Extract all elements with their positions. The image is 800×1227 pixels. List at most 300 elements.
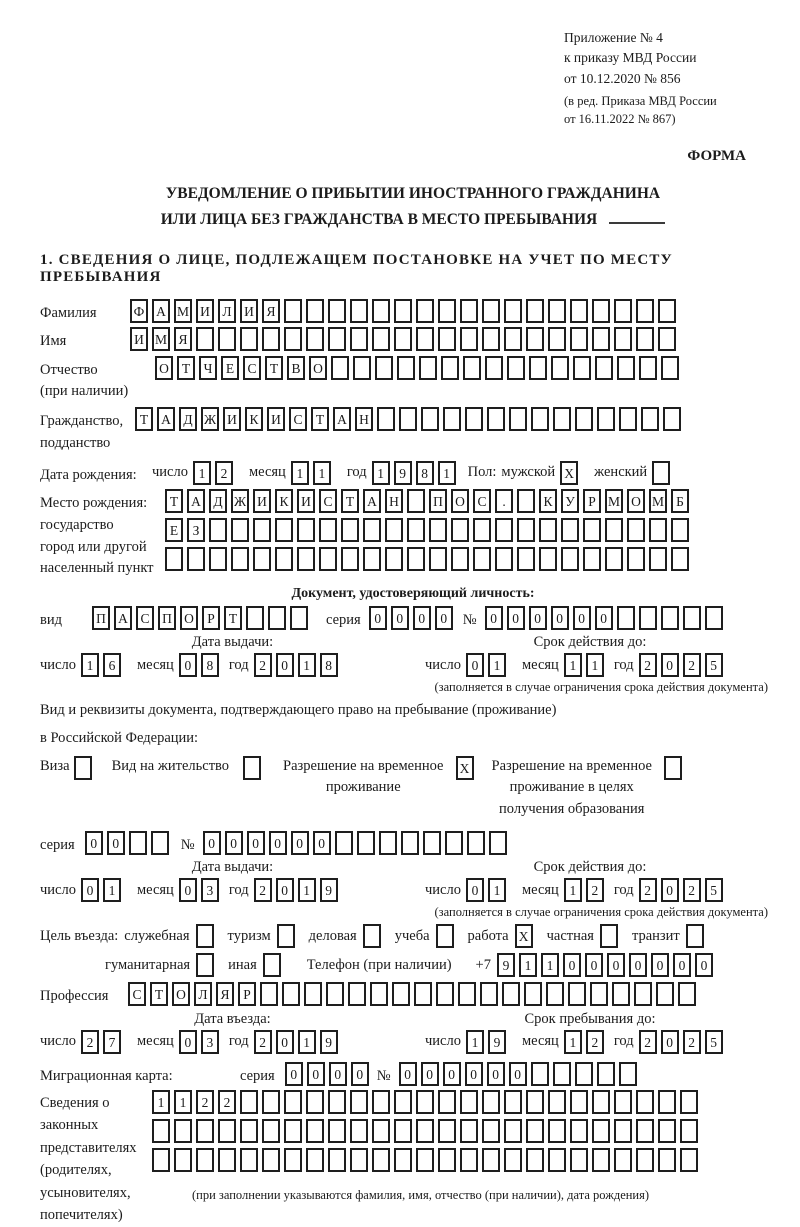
iddoc-valid-day-cells[interactable] bbox=[466, 653, 510, 677]
form-cell[interactable] bbox=[451, 547, 469, 571]
form-cell[interactable]: И bbox=[267, 407, 285, 431]
form-cell[interactable] bbox=[218, 1119, 236, 1143]
form-cell[interactable] bbox=[306, 1119, 324, 1143]
form-cell[interactable] bbox=[495, 547, 513, 571]
form-cell[interactable] bbox=[636, 1148, 654, 1172]
form-cell[interactable]: А bbox=[363, 489, 381, 513]
form-cell[interactable] bbox=[526, 1148, 544, 1172]
form-cell[interactable]: 9 bbox=[488, 1030, 506, 1054]
purpose-humanitarian-checkbox[interactable] bbox=[196, 953, 218, 977]
form-cell[interactable]: Я bbox=[174, 327, 192, 351]
purpose-private-checkbox[interactable] bbox=[600, 924, 622, 948]
form-cell[interactable]: И bbox=[223, 407, 241, 431]
form-cell[interactable] bbox=[218, 1148, 236, 1172]
stay-month-cells[interactable] bbox=[564, 1030, 608, 1054]
form-cell[interactable] bbox=[592, 1119, 610, 1143]
form-cell[interactable]: X bbox=[560, 461, 578, 485]
form-cell[interactable] bbox=[284, 327, 302, 351]
form-cell[interactable] bbox=[460, 1090, 478, 1114]
form-cell[interactable]: 2 bbox=[254, 878, 272, 902]
form-cell[interactable]: 2 bbox=[196, 1090, 214, 1114]
form-cell[interactable] bbox=[627, 547, 645, 571]
form-cell[interactable] bbox=[451, 518, 469, 542]
patronymic-cells[interactable] bbox=[155, 356, 683, 380]
form-cell[interactable] bbox=[686, 924, 704, 948]
form-cell[interactable] bbox=[438, 1119, 456, 1143]
form-cell[interactable] bbox=[680, 1090, 698, 1114]
purpose-official-checkbox[interactable] bbox=[196, 924, 218, 948]
form-cell[interactable] bbox=[617, 606, 635, 630]
form-cell[interactable]: К bbox=[245, 407, 263, 431]
form-cell[interactable] bbox=[196, 1148, 214, 1172]
form-cell[interactable] bbox=[262, 1090, 280, 1114]
form-cell[interactable] bbox=[304, 982, 322, 1006]
form-cell[interactable] bbox=[553, 1062, 571, 1086]
form-cell[interactable] bbox=[502, 982, 520, 1006]
form-cell[interactable] bbox=[74, 756, 92, 780]
migration-series-cells[interactable] bbox=[285, 1062, 373, 1086]
form-cell[interactable] bbox=[627, 518, 645, 542]
form-cell[interactable]: П bbox=[92, 606, 110, 630]
form-cell[interactable] bbox=[570, 1090, 588, 1114]
form-cell[interactable] bbox=[649, 518, 667, 542]
form-cell[interactable] bbox=[583, 547, 601, 571]
form-cell[interactable] bbox=[661, 356, 679, 380]
form-cell[interactable]: У bbox=[561, 489, 579, 513]
iddoc-number-cells[interactable] bbox=[485, 606, 727, 630]
form-cell[interactable]: С bbox=[473, 489, 491, 513]
residence-issue-day-cells[interactable] bbox=[81, 878, 125, 902]
form-cell[interactable]: 0 bbox=[421, 1062, 439, 1086]
form-cell[interactable]: 0 bbox=[179, 653, 197, 677]
form-cell[interactable] bbox=[246, 606, 264, 630]
form-cell[interactable] bbox=[262, 1119, 280, 1143]
citizenship-cells[interactable] bbox=[135, 407, 685, 431]
form-cell[interactable] bbox=[260, 982, 278, 1006]
residence-valid-month-cells[interactable] bbox=[564, 878, 608, 902]
birth-month-cells[interactable] bbox=[291, 461, 335, 485]
form-cell[interactable] bbox=[416, 299, 434, 323]
form-cell[interactable] bbox=[209, 547, 227, 571]
form-cell[interactable]: 2 bbox=[639, 653, 657, 677]
form-cell[interactable]: 1 bbox=[81, 653, 99, 677]
form-cell[interactable] bbox=[421, 407, 439, 431]
form-cell[interactable]: 1 bbox=[193, 461, 211, 485]
form-cell[interactable] bbox=[531, 407, 549, 431]
stay-day-cells[interactable] bbox=[466, 1030, 510, 1054]
form-cell[interactable] bbox=[268, 606, 286, 630]
form-cell[interactable]: 0 bbox=[107, 831, 125, 855]
form-cell[interactable]: 0 bbox=[399, 1062, 417, 1086]
form-cell[interactable] bbox=[196, 924, 214, 948]
form-cell[interactable] bbox=[306, 299, 324, 323]
form-cell[interactable]: 2 bbox=[683, 653, 701, 677]
form-cell[interactable]: 2 bbox=[81, 1030, 99, 1054]
form-cell[interactable] bbox=[328, 1148, 346, 1172]
iddoc-issue-month-cells[interactable] bbox=[179, 653, 223, 677]
form-cell[interactable]: 0 bbox=[391, 606, 409, 630]
form-cell[interactable] bbox=[641, 407, 659, 431]
form-cell[interactable] bbox=[658, 1090, 676, 1114]
iddoc-issue-day-cells[interactable] bbox=[81, 653, 125, 677]
form-cell[interactable] bbox=[592, 1148, 610, 1172]
form-cell[interactable] bbox=[705, 606, 723, 630]
option-temp-residence-checkbox[interactable] bbox=[456, 756, 478, 780]
form-cell[interactable] bbox=[441, 356, 459, 380]
iddoc-valid-month-cells[interactable] bbox=[564, 653, 608, 677]
form-cell[interactable] bbox=[319, 547, 337, 571]
form-cell[interactable]: 8 bbox=[320, 653, 338, 677]
form-cell[interactable] bbox=[152, 1148, 170, 1172]
form-cell[interactable]: 0 bbox=[595, 606, 613, 630]
form-cell[interactable]: Ж bbox=[231, 489, 249, 513]
form-cell[interactable] bbox=[460, 1148, 478, 1172]
form-cell[interactable]: Р bbox=[238, 982, 256, 1006]
form-cell[interactable] bbox=[385, 518, 403, 542]
form-cell[interactable]: Ж bbox=[201, 407, 219, 431]
form-cell[interactable] bbox=[597, 407, 615, 431]
form-cell[interactable] bbox=[517, 489, 535, 513]
entry-day-cells[interactable] bbox=[81, 1030, 125, 1054]
form-cell[interactable]: А bbox=[187, 489, 205, 513]
form-cell[interactable] bbox=[438, 327, 456, 351]
form-cell[interactable] bbox=[385, 547, 403, 571]
guardians-row3-cells[interactable] bbox=[152, 1148, 702, 1172]
form-cell[interactable] bbox=[407, 547, 425, 571]
form-cell[interactable] bbox=[529, 356, 547, 380]
form-cell[interactable] bbox=[504, 1119, 522, 1143]
form-cell[interactable]: 1 bbox=[564, 878, 582, 902]
form-cell[interactable] bbox=[372, 327, 390, 351]
form-cell[interactable]: К bbox=[275, 489, 293, 513]
form-cell[interactable] bbox=[583, 518, 601, 542]
form-cell[interactable] bbox=[482, 299, 500, 323]
form-cell[interactable]: А bbox=[152, 299, 170, 323]
form-cell[interactable] bbox=[436, 924, 454, 948]
form-cell[interactable] bbox=[671, 547, 689, 571]
form-cell[interactable]: . bbox=[495, 489, 513, 513]
form-cell[interactable] bbox=[548, 1090, 566, 1114]
form-cell[interactable] bbox=[363, 924, 381, 948]
form-cell[interactable]: А bbox=[157, 407, 175, 431]
form-cell[interactable]: Л bbox=[218, 299, 236, 323]
form-cell[interactable] bbox=[595, 356, 613, 380]
form-cell[interactable] bbox=[357, 831, 375, 855]
form-cell[interactable]: 1 bbox=[152, 1090, 170, 1114]
form-cell[interactable]: К bbox=[539, 489, 557, 513]
residence-valid-year-cells[interactable] bbox=[639, 878, 727, 902]
form-cell[interactable] bbox=[617, 356, 635, 380]
form-cell[interactable]: Д bbox=[179, 407, 197, 431]
form-cell[interactable]: 9 bbox=[320, 878, 338, 902]
form-cell[interactable]: М bbox=[152, 327, 170, 351]
form-cell[interactable]: 0 bbox=[329, 1062, 347, 1086]
form-cell[interactable] bbox=[394, 327, 412, 351]
form-cell[interactable]: 1 bbox=[174, 1090, 192, 1114]
form-cell[interactable] bbox=[658, 1148, 676, 1172]
form-cell[interactable]: 0 bbox=[179, 878, 197, 902]
form-cell[interactable] bbox=[504, 299, 522, 323]
form-cell[interactable] bbox=[509, 407, 527, 431]
form-cell[interactable]: 0 bbox=[285, 1062, 303, 1086]
form-cell[interactable] bbox=[460, 299, 478, 323]
form-cell[interactable] bbox=[592, 1090, 610, 1114]
form-cell[interactable] bbox=[284, 1148, 302, 1172]
form-cell[interactable]: 2 bbox=[586, 878, 604, 902]
form-cell[interactable] bbox=[174, 1119, 192, 1143]
iddoc-kind-cells[interactable] bbox=[92, 606, 312, 630]
stay-year-cells[interactable] bbox=[639, 1030, 727, 1054]
sex-male-checkbox[interactable] bbox=[560, 461, 582, 485]
form-cell[interactable] bbox=[275, 547, 293, 571]
form-cell[interactable]: 1 bbox=[313, 461, 331, 485]
form-cell[interactable]: 2 bbox=[639, 878, 657, 902]
form-cell[interactable] bbox=[517, 518, 535, 542]
firstname-cells[interactable] bbox=[130, 327, 680, 351]
form-cell[interactable]: А bbox=[333, 407, 351, 431]
form-cell[interactable]: 0 bbox=[529, 606, 547, 630]
form-cell[interactable]: З bbox=[187, 518, 205, 542]
form-cell[interactable] bbox=[482, 1119, 500, 1143]
form-cell[interactable] bbox=[262, 327, 280, 351]
form-cell[interactable]: 2 bbox=[586, 1030, 604, 1054]
form-cell[interactable]: 2 bbox=[639, 1030, 657, 1054]
form-cell[interactable]: И bbox=[297, 489, 315, 513]
form-cell[interactable]: 0 bbox=[81, 878, 99, 902]
form-cell[interactable] bbox=[363, 518, 381, 542]
form-cell[interactable] bbox=[401, 831, 419, 855]
form-cell[interactable] bbox=[480, 982, 498, 1006]
form-cell[interactable] bbox=[350, 327, 368, 351]
form-cell[interactable]: В bbox=[287, 356, 305, 380]
form-cell[interactable]: М bbox=[649, 489, 667, 513]
form-cell[interactable]: 1 bbox=[586, 653, 604, 677]
form-cell[interactable] bbox=[495, 518, 513, 542]
form-cell[interactable] bbox=[379, 831, 397, 855]
form-cell[interactable]: 2 bbox=[254, 1030, 272, 1054]
form-cell[interactable] bbox=[331, 356, 349, 380]
form-cell[interactable] bbox=[129, 831, 147, 855]
form-cell[interactable] bbox=[649, 547, 667, 571]
form-cell[interactable] bbox=[438, 299, 456, 323]
entry-month-cells[interactable] bbox=[179, 1030, 223, 1054]
option-residence-permit-checkbox[interactable] bbox=[243, 756, 265, 780]
form-cell[interactable]: 0 bbox=[487, 1062, 505, 1086]
form-cell[interactable] bbox=[328, 299, 346, 323]
form-cell[interactable] bbox=[328, 1090, 346, 1114]
form-cell[interactable] bbox=[458, 982, 476, 1006]
entry-year-cells[interactable] bbox=[254, 1030, 342, 1054]
form-cell[interactable] bbox=[553, 407, 571, 431]
form-cell[interactable] bbox=[548, 1119, 566, 1143]
form-cell[interactable] bbox=[328, 1119, 346, 1143]
form-cell[interactable] bbox=[253, 547, 271, 571]
form-cell[interactable]: 1 bbox=[488, 653, 506, 677]
form-cell[interactable] bbox=[526, 299, 544, 323]
form-cell[interactable] bbox=[614, 327, 632, 351]
form-cell[interactable] bbox=[546, 982, 564, 1006]
form-cell[interactable]: 0 bbox=[466, 653, 484, 677]
form-cell[interactable] bbox=[575, 1062, 593, 1086]
form-cell[interactable] bbox=[414, 982, 432, 1006]
form-cell[interactable] bbox=[407, 518, 425, 542]
form-cell[interactable] bbox=[284, 1119, 302, 1143]
form-cell[interactable] bbox=[429, 518, 447, 542]
birthplace-row1-cells[interactable] bbox=[165, 489, 693, 513]
form-cell[interactable]: 5 bbox=[705, 653, 723, 677]
form-cell[interactable] bbox=[664, 756, 682, 780]
form-cell[interactable]: 0 bbox=[276, 1030, 294, 1054]
form-cell[interactable]: 0 bbox=[563, 953, 581, 977]
form-cell[interactable] bbox=[196, 953, 214, 977]
form-cell[interactable] bbox=[392, 982, 410, 1006]
guardians-row2-cells[interactable] bbox=[152, 1119, 702, 1143]
option-visa-checkbox[interactable] bbox=[74, 756, 96, 780]
form-cell[interactable] bbox=[243, 756, 261, 780]
form-cell[interactable]: 0 bbox=[369, 606, 387, 630]
form-cell[interactable] bbox=[209, 518, 227, 542]
form-cell[interactable] bbox=[568, 982, 586, 1006]
form-cell[interactable] bbox=[231, 518, 249, 542]
form-cell[interactable] bbox=[350, 1119, 368, 1143]
purpose-study-checkbox[interactable] bbox=[436, 924, 458, 948]
purpose-transit-checkbox[interactable] bbox=[686, 924, 708, 948]
form-cell[interactable] bbox=[548, 327, 566, 351]
form-cell[interactable] bbox=[443, 407, 461, 431]
form-cell[interactable]: 0 bbox=[351, 1062, 369, 1086]
form-cell[interactable]: 0 bbox=[413, 606, 431, 630]
form-cell[interactable]: 2 bbox=[215, 461, 233, 485]
form-cell[interactable] bbox=[350, 1090, 368, 1114]
form-cell[interactable] bbox=[465, 407, 483, 431]
form-cell[interactable]: X bbox=[515, 924, 533, 948]
form-cell[interactable] bbox=[253, 518, 271, 542]
form-cell[interactable] bbox=[614, 1090, 632, 1114]
form-cell[interactable] bbox=[575, 407, 593, 431]
iddoc-issue-year-cells[interactable] bbox=[254, 653, 342, 677]
form-cell[interactable]: П bbox=[429, 489, 447, 513]
form-cell[interactable] bbox=[306, 1090, 324, 1114]
form-cell[interactable] bbox=[372, 1148, 390, 1172]
form-cell[interactable] bbox=[487, 407, 505, 431]
form-cell[interactable] bbox=[423, 831, 441, 855]
form-cell[interactable]: Л bbox=[194, 982, 212, 1006]
form-cell[interactable] bbox=[372, 1090, 390, 1114]
form-cell[interactable]: Н bbox=[385, 489, 403, 513]
phone-cells[interactable] bbox=[497, 953, 717, 977]
form-cell[interactable]: Т bbox=[224, 606, 242, 630]
form-cell[interactable]: С bbox=[243, 356, 261, 380]
form-cell[interactable]: 0 bbox=[695, 953, 713, 977]
form-cell[interactable] bbox=[394, 1090, 412, 1114]
form-cell[interactable] bbox=[482, 327, 500, 351]
form-cell[interactable] bbox=[297, 518, 315, 542]
form-cell[interactable] bbox=[504, 327, 522, 351]
form-cell[interactable] bbox=[399, 407, 417, 431]
form-cell[interactable]: 0 bbox=[466, 878, 484, 902]
form-cell[interactable] bbox=[467, 831, 485, 855]
form-cell[interactable] bbox=[485, 356, 503, 380]
form-cell[interactable] bbox=[473, 518, 491, 542]
form-cell[interactable] bbox=[326, 982, 344, 1006]
form-cell[interactable] bbox=[473, 547, 491, 571]
form-cell[interactable]: 0 bbox=[585, 953, 603, 977]
form-cell[interactable] bbox=[489, 831, 507, 855]
form-cell[interactable] bbox=[350, 299, 368, 323]
form-cell[interactable]: О bbox=[172, 982, 190, 1006]
birth-year-cells[interactable] bbox=[372, 461, 460, 485]
guardians-row1-cells[interactable] bbox=[152, 1090, 702, 1114]
purpose-tourism-checkbox[interactable] bbox=[277, 924, 299, 948]
form-cell[interactable]: Т bbox=[341, 489, 359, 513]
form-cell[interactable]: Е bbox=[165, 518, 183, 542]
form-cell[interactable] bbox=[590, 982, 608, 1006]
form-cell[interactable] bbox=[240, 1090, 258, 1114]
iddoc-valid-year-cells[interactable] bbox=[639, 653, 727, 677]
form-cell[interactable]: 9 bbox=[394, 461, 412, 485]
form-cell[interactable]: Т bbox=[177, 356, 195, 380]
form-cell[interactable] bbox=[539, 518, 557, 542]
form-cell[interactable] bbox=[375, 356, 393, 380]
form-cell[interactable]: 1 bbox=[466, 1030, 484, 1054]
form-cell[interactable] bbox=[240, 1148, 258, 1172]
form-cell[interactable] bbox=[517, 547, 535, 571]
form-cell[interactable] bbox=[526, 327, 544, 351]
form-cell[interactable] bbox=[416, 1148, 434, 1172]
form-cell[interactable] bbox=[284, 1090, 302, 1114]
form-cell[interactable] bbox=[526, 1090, 544, 1114]
form-cell[interactable]: О bbox=[155, 356, 173, 380]
form-cell[interactable]: X bbox=[456, 756, 474, 780]
form-cell[interactable]: 0 bbox=[225, 831, 243, 855]
surname-cells[interactable] bbox=[130, 299, 680, 323]
form-cell[interactable] bbox=[605, 547, 623, 571]
form-cell[interactable] bbox=[240, 327, 258, 351]
form-cell[interactable]: С bbox=[319, 489, 337, 513]
form-cell[interactable] bbox=[282, 982, 300, 1006]
form-cell[interactable] bbox=[592, 299, 610, 323]
form-cell[interactable]: О bbox=[627, 489, 645, 513]
form-cell[interactable] bbox=[531, 1062, 549, 1086]
form-cell[interactable] bbox=[614, 1119, 632, 1143]
form-cell[interactable] bbox=[416, 1119, 434, 1143]
form-cell[interactable]: И bbox=[253, 489, 271, 513]
form-cell[interactable] bbox=[504, 1090, 522, 1114]
form-cell[interactable] bbox=[570, 327, 588, 351]
form-cell[interactable]: 1 bbox=[564, 653, 582, 677]
form-cell[interactable] bbox=[658, 327, 676, 351]
form-cell[interactable] bbox=[526, 1119, 544, 1143]
form-cell[interactable] bbox=[328, 327, 346, 351]
birthplace-row2-cells[interactable] bbox=[165, 518, 693, 542]
form-cell[interactable] bbox=[196, 327, 214, 351]
form-cell[interactable] bbox=[240, 1119, 258, 1143]
form-cell[interactable] bbox=[174, 1148, 192, 1172]
form-cell[interactable] bbox=[196, 1119, 214, 1143]
form-cell[interactable] bbox=[636, 299, 654, 323]
form-cell[interactable]: Т bbox=[265, 356, 283, 380]
form-cell[interactable]: М bbox=[605, 489, 623, 513]
form-cell[interactable] bbox=[394, 1119, 412, 1143]
form-cell[interactable]: 9 bbox=[497, 953, 515, 977]
form-cell[interactable]: И bbox=[196, 299, 214, 323]
form-cell[interactable]: 1 bbox=[298, 878, 316, 902]
form-cell[interactable] bbox=[636, 1090, 654, 1114]
option-temp-residence-education-checkbox[interactable] bbox=[664, 756, 686, 780]
residence-series-cells[interactable] bbox=[85, 831, 173, 855]
form-cell[interactable] bbox=[350, 1148, 368, 1172]
form-cell[interactable]: 0 bbox=[291, 831, 309, 855]
